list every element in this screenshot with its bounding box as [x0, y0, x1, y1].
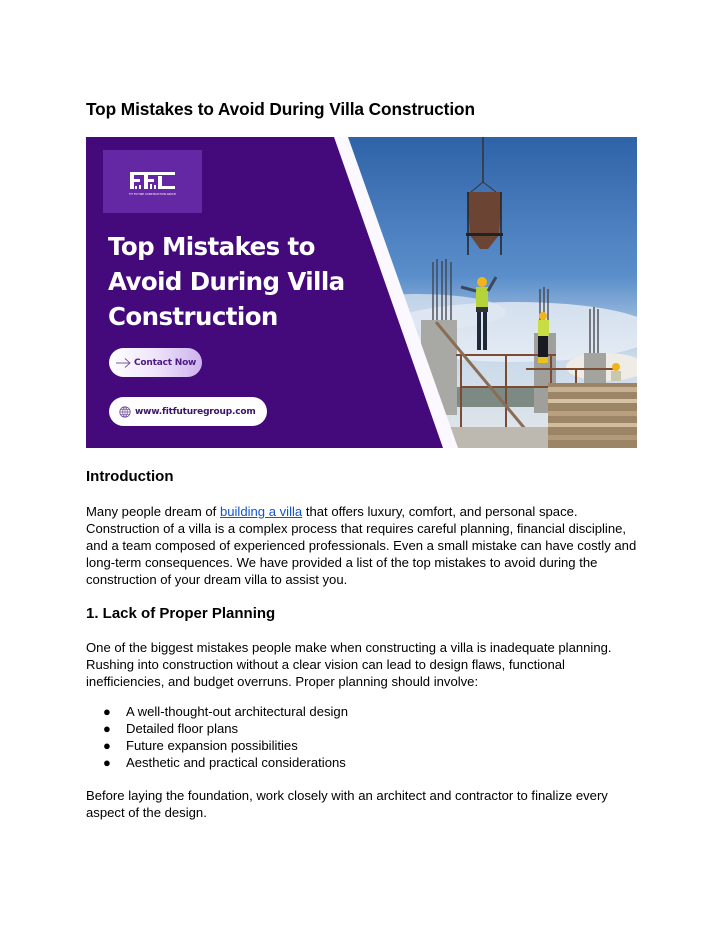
list-item	[86, 754, 348, 771]
list-item	[86, 737, 348, 754]
introduction-heading: Introduction	[86, 468, 174, 485]
svg-text:FIT FUTURE CONSTRUCTION GROUP: FIT FUTURE CONSTRUCTION GROUP	[129, 193, 176, 196]
contact-now-label: Contact Now	[134, 357, 197, 368]
list-item-text: Detailed floor plans	[126, 721, 239, 736]
intro-text: that offers luxury, comfort, and personal space. Construction of a villa is a complex process that requires careful planning, financial discipline, and a team composed of experienced professionals. Even a small mistake can have costly and long-term consequences. We have provided a list of the top mistakes to avoid during the construction of your dream villa to assist you.	[86, 504, 637, 587]
arrow-right-icon	[116, 358, 131, 368]
introduction-paragraph	[86, 503, 646, 588]
page-title: Top Mistakes to Avoid During Villa Construction	[86, 99, 475, 119]
bullet-icon: ●	[103, 721, 111, 736]
building-a-villa-link[interactable]: building a villa	[219, 504, 303, 519]
banner-heading	[108, 229, 408, 334]
list-item	[86, 703, 348, 720]
list-item-text: Future expansion possibilities	[126, 738, 298, 753]
list-item	[86, 720, 348, 737]
banner-heading-line: Top Mistakes to	[108, 232, 315, 261]
ffc-logo-icon	[103, 150, 202, 213]
website-link[interactable]	[109, 397, 267, 426]
section-1-heading: 1. Lack of Proper Planning	[86, 605, 276, 622]
bullet-icon: ●	[103, 755, 111, 770]
list-item-text: Aesthetic and practical considerations	[126, 755, 346, 770]
bullet-icon: ●	[103, 704, 111, 719]
section-1-closing-paragraph: Before laying the foundation, work closely with an architect and contractor to finalize every aspect of the design.	[86, 788, 608, 820]
banner-heading-line: Avoid During Villa	[108, 267, 345, 296]
contact-now-button[interactable]	[109, 348, 202, 377]
globe-icon	[119, 406, 131, 418]
website-label: www.fitfuturegroup.com	[135, 406, 256, 417]
hero-banner-image	[86, 137, 637, 448]
planning-list	[86, 703, 348, 771]
company-logo	[103, 150, 202, 213]
banner-heading-line: Construction	[108, 302, 278, 331]
list-item-text: A well-thought-out architectural design	[126, 704, 348, 719]
bullet-icon: ●	[103, 738, 111, 753]
intro-text: Many people dream of	[86, 504, 220, 519]
section-1-paragraph: One of the biggest mistakes people make when constructing a villa is inadequate planning. Rushing into construction without a clear vision can lead to design flaws, functional inefficiencies, and budget overruns. Proper planning should involve:	[86, 640, 612, 689]
